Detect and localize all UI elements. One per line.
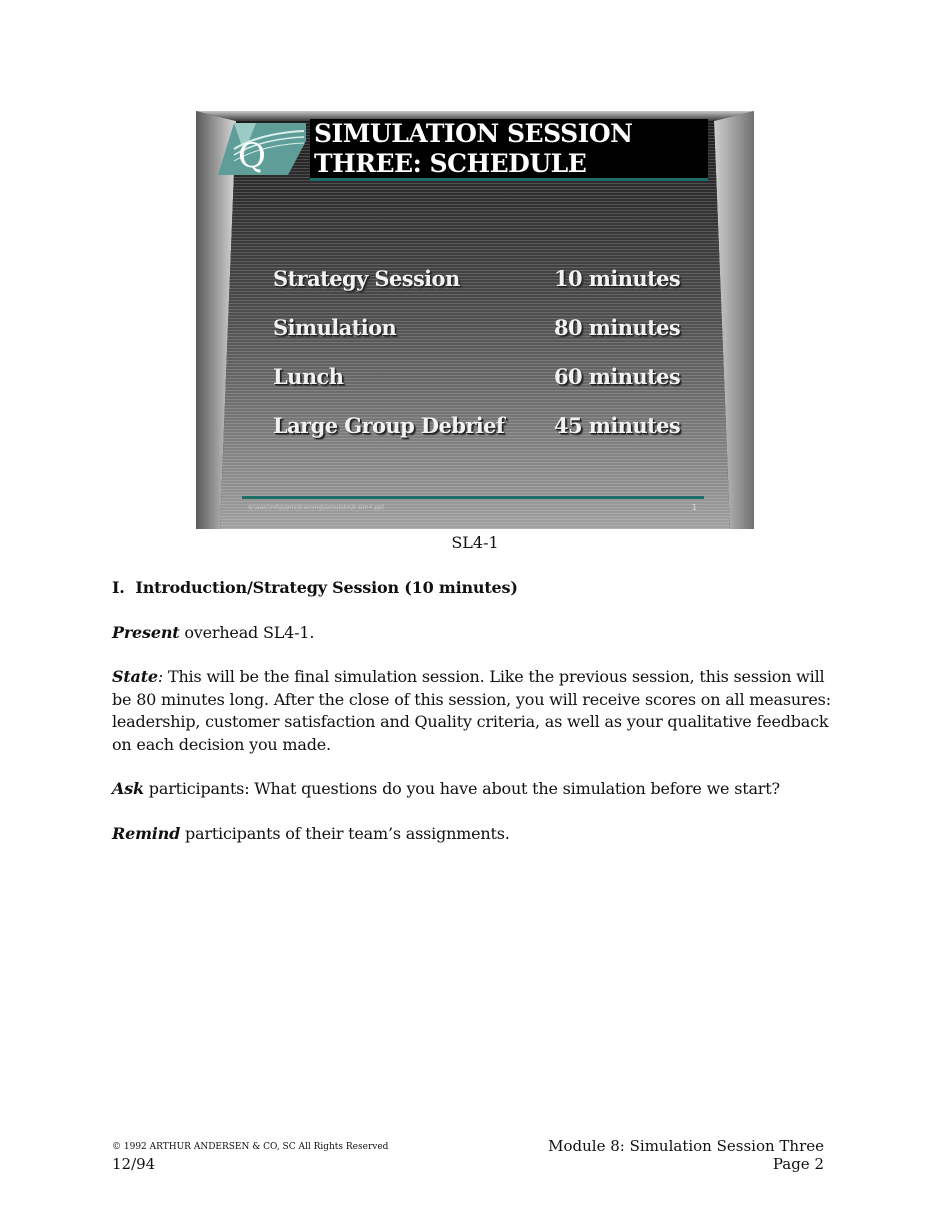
schedule-duration: 45 minutes: [554, 413, 681, 438]
schedule-label: Simulation: [273, 315, 397, 340]
slide-title: [314, 119, 709, 179]
title-underline: [310, 178, 708, 181]
present-paragraph: [112, 622, 832, 645]
section-number: I.: [112, 578, 125, 597]
remind-verb: Remind: [112, 824, 181, 843]
state-colon: :: [157, 667, 164, 686]
slide-file-path: q:\aaic\mfg\qms\training\simulate\9-sim4.ppt: [248, 504, 385, 511]
ask-verb: Ask: [112, 779, 144, 798]
overhead-slide: [196, 111, 754, 529]
schedule-label: Strategy Session: [273, 266, 460, 291]
schedule-row: [273, 266, 693, 296]
slide-title-line2: THREE: SCHEDULE: [314, 149, 587, 178]
state-verb: State: [112, 667, 158, 686]
footer-module: Module 8: Simulation Session Three: [548, 1137, 824, 1155]
svg-text:Q: Q: [238, 136, 266, 176]
q-logo-icon: [216, 119, 306, 179]
present-verb: Present: [112, 623, 180, 642]
footer-page: Page 2: [772, 1155, 824, 1173]
slide-title-line1: SIMULATION SESSION: [314, 119, 633, 148]
ask-paragraph: [112, 778, 832, 801]
schedule-row: [273, 364, 693, 394]
section-title: Introduction/Strategy Session (10 minutes): [135, 578, 518, 597]
state-paragraph: [112, 666, 832, 756]
footer-date: 12/94: [112, 1155, 156, 1173]
schedule-duration: 10 minutes: [554, 266, 681, 291]
schedule-duration: 80 minutes: [554, 315, 681, 340]
remind-text: participants of their team’s assignments.: [180, 824, 510, 843]
slide-footer-line: [242, 496, 704, 499]
ask-text: participants: What questions do you have about the simulation before we start?: [143, 779, 780, 798]
slide-page-number: 1: [692, 503, 698, 512]
schedule-row: [273, 315, 693, 345]
schedule-label: Lunch: [273, 364, 344, 389]
schedule-label: Large Group Debrief: [273, 413, 505, 438]
schedule-duration: 60 minutes: [554, 364, 681, 389]
remind-paragraph: [112, 823, 832, 846]
state-text: This will be the final simulation session. Like the previous session, this session will be 80 minutes long. After the close of this session, you will receive scores on all measures: leadership, customer satisfaction and Quality criteria, as well as your qualitative feedback on each decision you made.: [112, 667, 831, 754]
footer-copyright: © 1992 ARTHUR ANDERSEN & CO, SC All Rights Reserved: [112, 1142, 389, 1152]
section-heading: [112, 577, 832, 600]
schedule-row: [273, 413, 693, 443]
present-text: overhead SL4-1.: [179, 623, 315, 642]
slide-caption: SL4-1: [451, 533, 499, 552]
